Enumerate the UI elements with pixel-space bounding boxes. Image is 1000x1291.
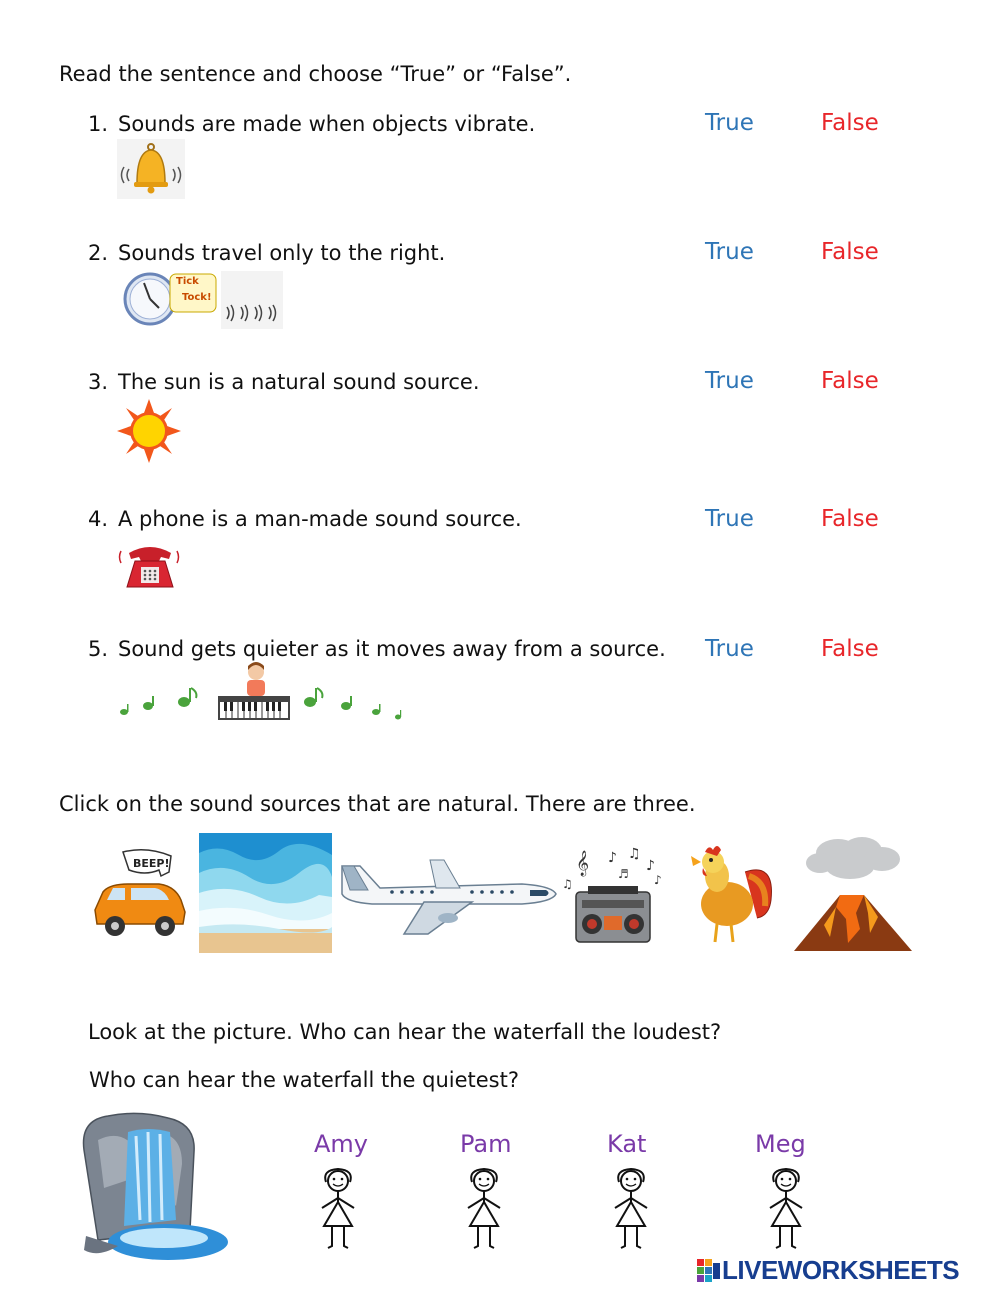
- car-beep-text: BEEP!: [133, 857, 170, 870]
- item-3-text: The sun is a natural sound source.: [118, 370, 480, 394]
- item-1-number: 1.: [88, 112, 109, 136]
- svg-text:♬: ♬: [618, 867, 629, 881]
- item-4-true-option[interactable]: True: [705, 506, 754, 532]
- clock-icon: [122, 268, 220, 330]
- item-5-number: 5.: [88, 637, 109, 661]
- clock-tock-text: Tock!: [182, 292, 212, 303]
- item-3-number: 3.: [88, 370, 109, 394]
- item-5-false-option[interactable]: False: [821, 636, 879, 662]
- item-4-number: 4.: [88, 507, 109, 531]
- clock-tick-text: Tick: [176, 276, 199, 287]
- name-meg: Meg: [755, 1130, 806, 1158]
- waterfall-image: [78, 1110, 230, 1268]
- item-5-text: Sound gets quieter as it moves away from a source.: [118, 637, 666, 661]
- volcano-image[interactable]: [790, 833, 914, 955]
- stick-figure-amy: [316, 1168, 360, 1252]
- name-kat: Kat: [607, 1130, 647, 1158]
- bell-icon: [117, 139, 185, 199]
- sound-waves-icon: [221, 271, 283, 329]
- item-1-false-option[interactable]: False: [821, 110, 879, 136]
- item-5-true-option[interactable]: True: [705, 636, 754, 662]
- item-2-number: 2.: [88, 241, 109, 265]
- svg-text:𝄞: 𝄞: [576, 851, 590, 876]
- instruction-natural-sources: Click on the sound sources that are natural. There are three.: [59, 792, 696, 816]
- name-amy: Amy: [314, 1130, 368, 1158]
- question-loudest: Look at the picture. Who can hear the waterfall the loudest?: [88, 1020, 722, 1044]
- ocean-waves-image[interactable]: [199, 833, 332, 953]
- item-1-text: Sounds are made when objects vibrate.: [118, 112, 536, 136]
- item-4-false-option[interactable]: False: [821, 506, 879, 532]
- instruction-true-false: Read the sentence and choose “True” or “False”.: [59, 62, 572, 86]
- item-3-false-option[interactable]: False: [821, 368, 879, 394]
- stick-figure-pam: [462, 1168, 506, 1252]
- item-2-text: Sounds travel only to the right.: [118, 241, 446, 265]
- airplane-image[interactable]: [332, 846, 560, 938]
- phone-icon: [117, 543, 183, 591]
- svg-text:♫: ♫: [562, 877, 573, 891]
- stick-figure-meg: [764, 1168, 808, 1252]
- rooster-image[interactable]: [687, 842, 779, 950]
- item-1-true-option[interactable]: True: [705, 110, 754, 136]
- piano-player-icon: [118, 662, 413, 728]
- liveworksheets-logo-icon: [697, 1259, 721, 1283]
- svg-text:♫: ♫: [628, 846, 641, 862]
- stick-figure-kat: [609, 1168, 653, 1252]
- liveworksheets-logo[interactable]: LIVEWORKSHEETS: [722, 1255, 960, 1285]
- svg-text:♪: ♪: [646, 858, 655, 874]
- item-2-true-option[interactable]: True: [705, 239, 754, 265]
- sun-icon: [117, 399, 181, 463]
- car-image[interactable]: [89, 848, 191, 940]
- item-2-false-option[interactable]: False: [821, 239, 879, 265]
- svg-text:♪: ♪: [654, 873, 662, 887]
- item-4-text: A phone is a man-made sound source.: [118, 507, 522, 531]
- question-quietest: Who can hear the waterfall the quietest?: [89, 1068, 519, 1092]
- name-pam: Pam: [460, 1130, 512, 1158]
- boombox-image[interactable]: [558, 840, 670, 948]
- item-3-true-option[interactable]: True: [705, 368, 754, 394]
- svg-text:♪: ♪: [608, 850, 617, 866]
